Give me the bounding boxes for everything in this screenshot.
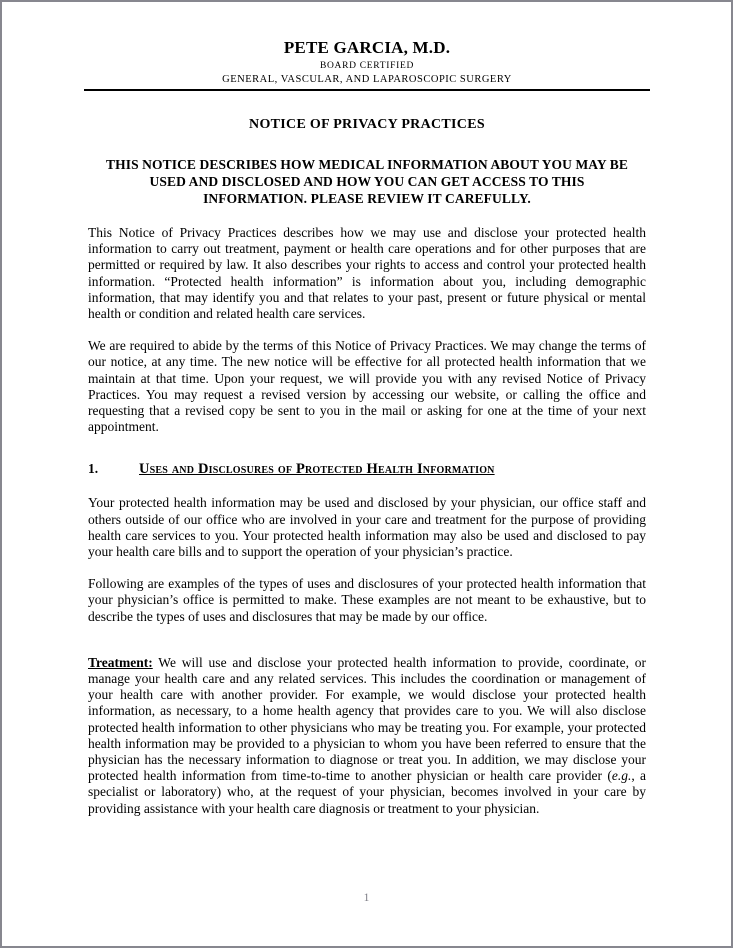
board-certified-line: BOARD CERTIFIED xyxy=(319,61,415,71)
notice-header-line: USED AND DISCLOSED AND HOW YOU CAN GET ACCESS TO THIS xyxy=(149,174,585,189)
notice-header xyxy=(88,156,646,207)
physician-name: PETE GARCIA, M.D. xyxy=(283,38,451,57)
section-1-heading xyxy=(88,460,646,478)
treatment-label: Treatment: xyxy=(88,654,153,670)
treatment-text-1: We will use and disclose your protected health information to provide, coordinate, or manage your health care and any related services. This includes the coordination or management of your health care with another provider. For example, we would disclose your protected health information, as necessary, to a home health agency that provides care to you. We will also disclose protected health information to other physicians who may be treating you. For example, your protected health information may be provided to a physician to whom you have been referred to ensure that the physician has the necessary information to diagnose or treat you. In addition, we may disclose your protected health information from time-to-time to another physician or health care provider ( xyxy=(88,654,646,784)
notice-header-line: THIS NOTICE DESCRIBES HOW MEDICAL INFORMATION ABOUT YOU MAY BE xyxy=(106,157,628,172)
section-1-heading-text: Uses and Disclosures of Protected Health Information xyxy=(139,461,495,478)
treatment-text-2: , a specialist or laboratory) who, at the request of your physician, becomes involved in your care by providing assistance with your health care diagnosis or treatment to your physician. xyxy=(88,768,646,816)
treatment-paragraph xyxy=(88,655,646,817)
section-1-number: 1. xyxy=(88,461,99,477)
specialty-line: GENERAL, VASCULAR, AND LAPAROSCOPIC SURGERY xyxy=(222,74,512,85)
intro-paragraph-2: We are required to abide by the terms of this Notice of Privacy Practices. We may change the terms of our notice, at any time. The new notice will be effective for all protected health information that we maintain at that time. Upon your request, we will provide you with any revised Notice of Privacy Practices. You may request a revised version by accessing our website, or calling the office and requesting that a revised copy be sent to you in the mail or asking for one at the time of your next appointment. xyxy=(88,338,646,435)
notice-header-line: INFORMATION. PLEASE REVIEW IT CAREFULLY. xyxy=(203,191,531,206)
letterhead-rule xyxy=(84,89,650,91)
intro-paragraph-1: This Notice of Privacy Practices describes how we may use and disclose your protected health information to carry out treatment, payment or health care operations and for other purposes that are permitted or required by law. It also describes your rights to access and control your protected health information. “Protected health information” is information about you, including demographic information, that may identify you and that relates to your past, present or future physical or mental health or condition and related health care services. xyxy=(88,225,646,322)
section-1-paragraph-1: Your protected health information may be used and disclosed by your physician, our office staff and others outside of our office who are involved in your care and treatment for the purpose of providing health care services to you. Your protected health information may also be used and disclosed to pay your health care bills and to support the operation of your physician’s practice. xyxy=(88,495,646,560)
treatment-eg-abbrev: e.g. xyxy=(611,768,632,784)
document-title: NOTICE OF PRIVACY PRACTICES xyxy=(249,117,485,132)
page-footer xyxy=(2,888,731,906)
section-1-paragraph-2: Following are examples of the types of uses and disclosures of your protected health information that your physician’s office is permitted to make. These examples are not meant to be exhaustive, but to describe the types of uses and disclosures that may be made by our office. xyxy=(88,576,646,624)
letterhead xyxy=(88,38,646,91)
page-number: 1 xyxy=(363,892,370,904)
